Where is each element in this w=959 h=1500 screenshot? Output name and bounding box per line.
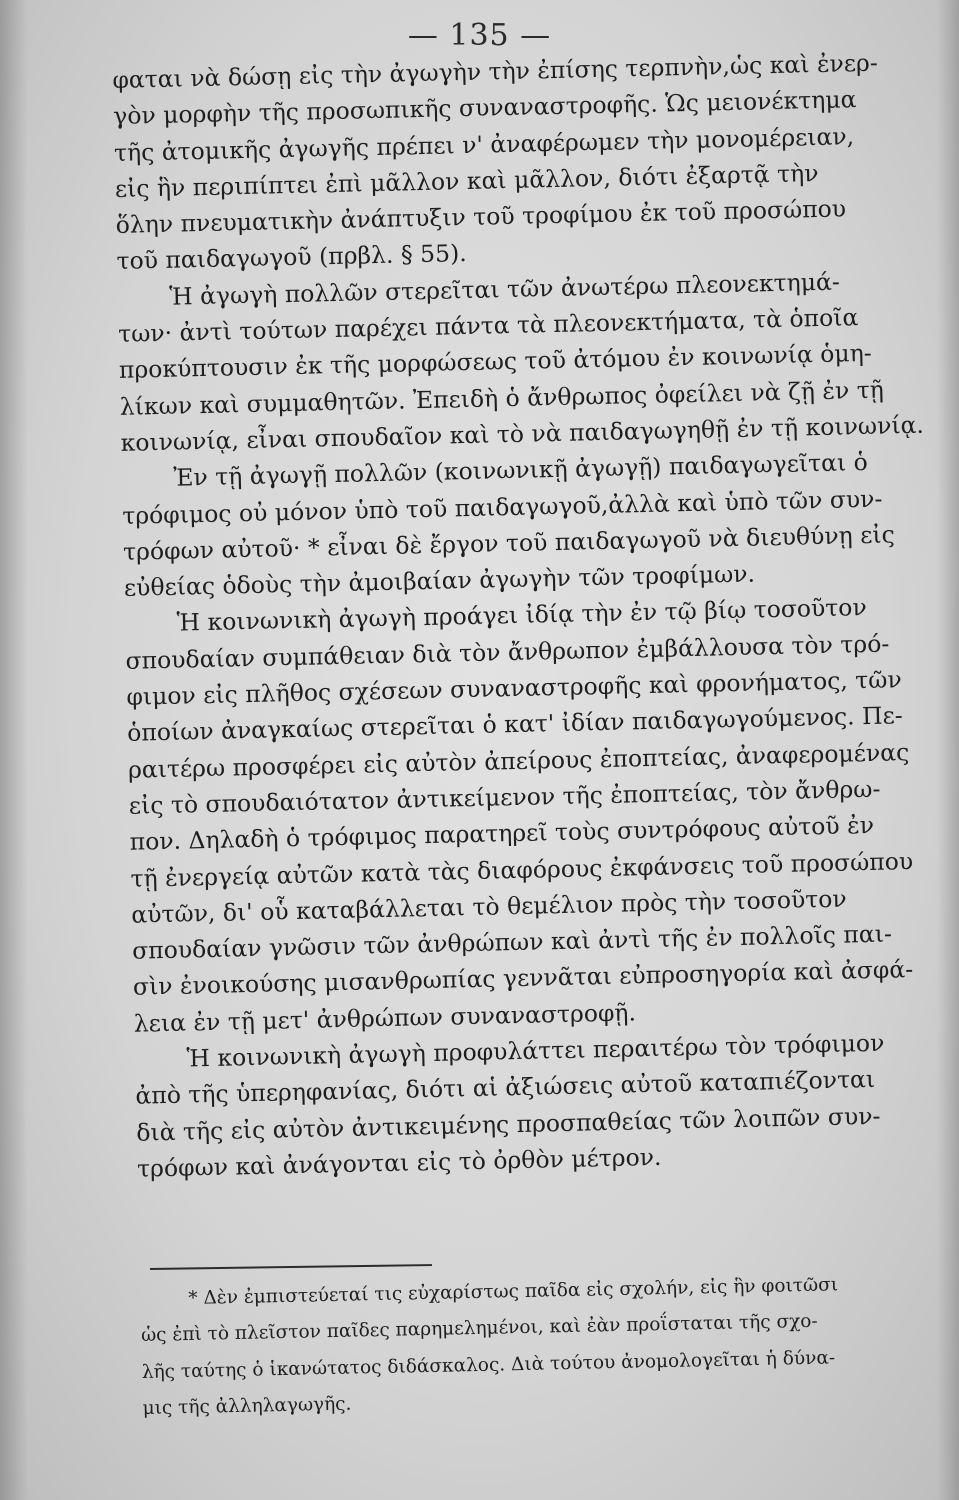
text-line: εἰς τὸ σπουδαιότατον ἀντικείμενον τῆς ἐποπτείας, τὸν ἄνθρω-	[128, 774, 881, 820]
right-edge-shadow	[937, 0, 959, 1500]
text-line: εἰς ἣν περιπίπτει ἐπὶ μᾶλλον καὶ μᾶλλον, διότι ἐξαρτᾷ τὴν	[114, 158, 819, 203]
text-line: πον. Δηλαδὴ ὁ τρόφιμος παρατηρεῖ τοὺς συντρόφους αὐτοῦ ἐν	[129, 811, 875, 857]
text-line: σὶν ἐνοικούσης μισανθρωπίας γεννᾶται εὐπροσηγορία καὶ ἀσφά-	[132, 955, 914, 1002]
text-line: ραιτέρω προσφέρει εἰς αὐτὸν ἀπείρους ἐποπτείας, ἀναφερομένας	[127, 737, 910, 784]
text-line: λίκων καὶ συμμαθητῶν. Ἐπειδὴ ὁ ἄνθρωπος ὀφείλει νὰ ζῇ ἐν τῇ	[119, 375, 885, 421]
text-line: τῇ ἐνεργείᾳ αὐτῶν κατὰ τὰς διαφόρους ἐκφάνσεις τοῦ προσώπου	[130, 846, 914, 893]
text-line: ἀπὸ τῆς ὑπερηφανίας, διότι αἱ ἀξιώσεις αὐτοῦ καταπιέζονται	[135, 1065, 876, 1111]
text-line: τοῦ παιδαγωγοῦ (πρβλ. § 55).	[116, 239, 467, 276]
text-line: τρόφιμος οὐ μόνον ὑπὸ τοῦ παιδαγωγοῦ,ἀλλὰ καὶ ὑπὸ τῶν συν-	[121, 484, 883, 530]
paragraph-start-line: Ἡ ἀγωγὴ πολλῶν στερεῖται τῶν ἀνωτέρω πλεονεκτημά-	[169, 267, 841, 311]
text-line: προκύπτουσιν ἐκ τῆς μορφώσεως τοῦ ἀτόμου ἐν κοινωνίᾳ ὁμη-	[118, 339, 872, 385]
text-line: σπουδαίαν συμπάθειαν διὰ τὸν ἄνθρωπον ἐμβάλλουσα τὸν τρό-	[125, 629, 890, 675]
text-line: κοινωνίᾳ, εἶναι σπουδαῖον καὶ τὸ νὰ παιδαγωγηθῇ ἐν τῇ κοινωνίᾳ.	[120, 410, 925, 457]
text-line: ὁποίων ἀναγκαίως στερεῖται ὁ κατ' ἰδίαν παιδαγωγούμενος. Πε-	[126, 701, 903, 748]
text-line: σπουδαίαν γνῶσιν τῶν ἀνθρώπων καὶ ἀντὶ τῆς ἐν πολλοῖς παι-	[131, 919, 893, 965]
left-edge-shadow	[0, 0, 28, 1500]
text-line: τρόφων αὐτοῦ· * εἶναι δὲ ἔργον τοῦ παιδαγωγοῦ νὰ διευθύνῃ εἰς	[122, 520, 896, 566]
body-text	[112, 44, 925, 1187]
text-line: εὐθείας ὁδοὺς τὴν ἀμοιβαίαν ἀγωγὴν τῶν τροφίμων.	[123, 559, 756, 603]
footnote-line: μις τῆς ἀλληλαγωγῆς.	[142, 1393, 352, 1419]
footnote-line: λῆς ταύτης ὁ ἱκανώτατος διδάσκαλος. Διὰ τούτου ἀνομολογεῖται ἡ δύνα-	[141, 1347, 836, 1383]
paragraph-start-line: Ἡ κοινωνικὴ ἀγωγὴ προφυλάττει περαιτέρω τὸν τρόφιμον	[186, 1028, 885, 1073]
footnote	[140, 1267, 903, 1428]
text-line: ὅλην πνευματικὴν ἀνάπτυξιν τοῦ τροφίμου ἐκ τοῦ προσώπου	[115, 194, 847, 240]
paragraph-start-line: Ἐν τῇ ἀγωγῇ πολλῶν (κοινωνικῇ ἀγωγῇ) παιδαγωγεῖται ὁ	[173, 448, 869, 492]
text-line: τῆς ἀτομικῆς ἀγωγῆς πρέπει ν' ἀναφέρωμεν τὴν μονομέρειαν,	[113, 121, 855, 167]
footnote-divider	[150, 1264, 432, 1270]
page-number: — 135 —	[407, 18, 552, 53]
footnote-line: ὡς ἐπὶ τὸ πλεῖστον παῖδες παρημελημένοι, καὶ ἐὰν προΐσταται τῆς σχο-	[140, 1311, 818, 1347]
footnote-line: * Δὲν ἐμπιστεύεταί τις εὐχαρίστως παῖδα εἰς σχολήν, εἰς ἣν φοιτῶσι	[188, 1274, 839, 1309]
text-line: των· ἀντὶ τούτων παρέχει πάντα τὰ πλεονεκτήματα, τὰ ὁποῖα	[117, 303, 859, 349]
text-line: φιμον εἰς πλῆθος σχέσεων συναναστροφῆς καὶ φρονήματος, τῶν	[126, 665, 903, 711]
text-line: γὸν μορφὴν τῆς προσωπικῆς συναναστροφῆς. Ὡς μειονέκτημα	[112, 85, 857, 131]
text-line: διὰ τῆς εἰς αὐτὸν ἀντικειμένης προσπαθείας τῶν λοιπῶν συν-	[135, 1101, 881, 1147]
text-line: φαται νὰ δώσῃ εἰς τὴν ἀγωγὴν τὴν ἐπίσης τερπνὴν,ὡς καὶ ἐνερ-	[112, 48, 879, 94]
text-line: τρόφων καὶ ἀνάγονται εἰς τὸ ὀρθὸν μέτρον.	[136, 1142, 662, 1183]
text-line: αὐτῶν, δι' οὗ καταβάλλεται τὸ θεμέλιον πρὸς τὴν τοσοῦτον	[131, 884, 847, 929]
paragraph-start-line: Ἡ κοινωνικὴ ἀγωγὴ προάγει ἰδίᾳ τὴν ἐν τῷ βίῳ τοσοῦτον	[176, 593, 868, 638]
text-line: λεια ἐν τῇ μετ' ἀνθρώπων συναναστροφῇ.	[133, 998, 637, 1038]
